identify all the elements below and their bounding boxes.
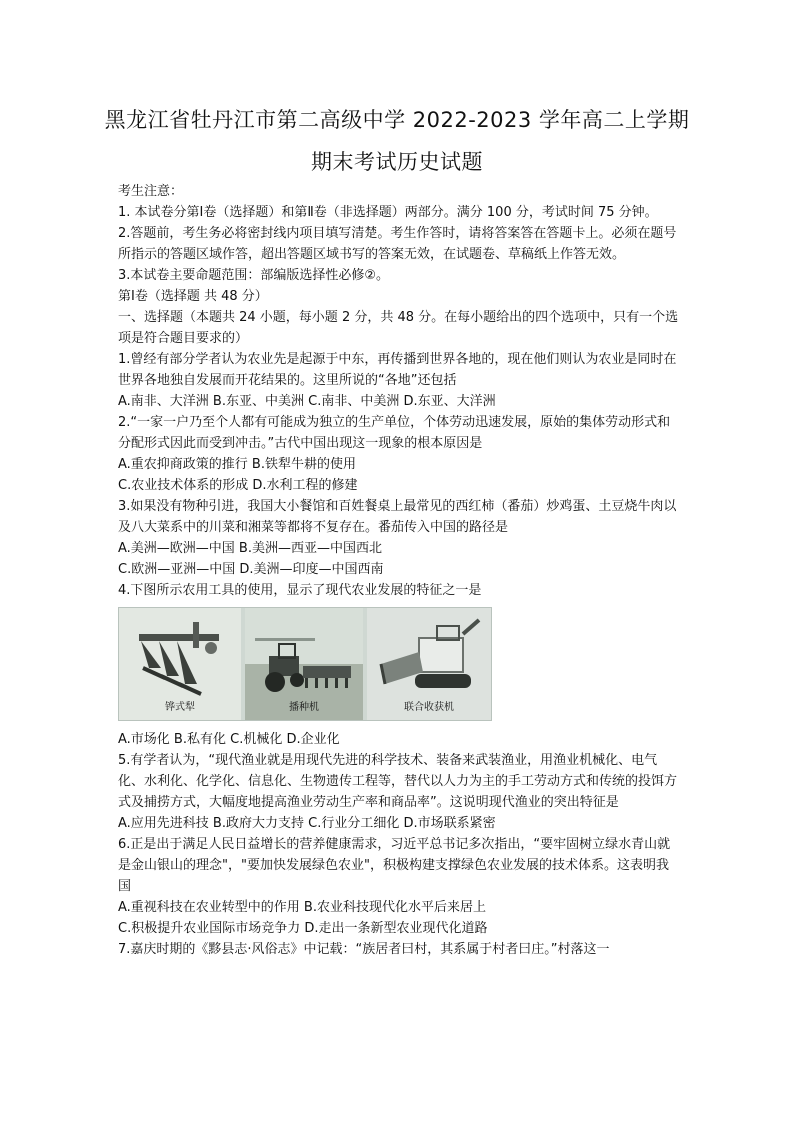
exam-title-line1: 黑龙江省牡丹江市第二高级中学 2022-2023 学年高二上学期 — [104, 108, 690, 132]
question-4-options: A.市场化 B.私有化 C.机械化 D.企业化 — [118, 732, 340, 747]
farm-tools-figure — [118, 607, 492, 721]
question-1-options: A.南非、大洋洲 B.东亚、中美洲 C.南非、中美洲 D.东亚、大洋洲 — [118, 394, 496, 409]
question-5-stem: 5.有学者认为，“现代渔业就是用现代先进的科学技术、装备来武装渔业，用渔业机械化、电气化、水利化、化学化、信息化、生物遗传工程等，替代以人力为主的手工劳动方式和传统的投饵方式及捕捞方式，大幅度地提高渔业劳动生产率和商品率”。这说明现代渔业的突出特征是 — [118, 753, 678, 810]
exam-body — [118, 181, 680, 960]
question-6-options-cd: C.积极提升农业国际市场竞争力 D.走出一条新型农业现代化道路 — [118, 921, 488, 936]
question-6-stem: 6.正是出于满足人民日益增长的营养健康需求，习近平总书记多次指出，“要牢固树立绿水青山就是金山银山的理念"，"要加快发展绿色农业"，积极构建支撑绿色农业发展的技术体系。这表明我国 — [118, 837, 671, 894]
plow-caption: 铧式犁 — [165, 702, 195, 713]
question-4-stem: 4.下图所示农用工具的使用，显示了现代农业发展的特征之一是 — [118, 583, 482, 598]
harvester-caption: 联合收获机 — [404, 702, 454, 713]
harvester-image — [367, 608, 491, 720]
plow-image — [119, 608, 241, 720]
question-2-options-cd: C.农业技术体系的形成 D.水利工程的修建 — [118, 478, 358, 493]
notice-item-2: 2.答题前，考生务必将密封线内项目填写清楚。考生作答时，请将答案答在答题卡上。必须在题号所指示的答题区域作答，超出答题区域书写的答案无效，在试题卷、草稿纸上作答无效。 — [118, 226, 677, 262]
seeder-image — [245, 608, 363, 720]
notice-item-3: 3.本试卷主要命题范围：部编版选择性必修②。 — [118, 268, 390, 283]
seeder-caption: 播种机 — [289, 702, 319, 713]
question-7-stem: 7.嘉庆时期的《黟县志·风俗志》中记载：“族居者曰村，其系属于村者曰庄。”村落这一 — [118, 942, 610, 957]
question-2-options-ab: A.重农抑商政策的推行 B.铁犁牛耕的使用 — [118, 457, 356, 472]
question-2-stem: 2.“一家一户乃至个人都有可能成为独立的生产单位，个体劳动迅速发展，原始的集体劳动形式和分配形式因此而受到冲击。”古代中国出现这一现象的根本原因是 — [118, 415, 671, 451]
part-intro: 一、选择题（本题共 24 小题，每小题 2 分，共 48 分。在每小题给出的四个选项中，只有一个选项是符合题目要求的） — [118, 310, 679, 346]
question-3-options-ab: A.美洲—欧洲—中国 B.美洲—西亚—中国西北 — [118, 541, 382, 556]
question-5-options: A.应用先进科技 B.政府大力支持 C.行业分工细化 D.市场联系紧密 — [118, 816, 496, 831]
question-3-stem: 3.如果没有物种引进，我国大小餐馆和百姓餐桌上最常见的西红柿（番茄）炒鸡蛋、土豆烧牛肉以及八大菜系中的川菜和湘菜等都将不复存在。番茄传入中国的路径是 — [118, 499, 677, 535]
notice-item-1: 1. 本试卷分第Ⅰ卷（选择题）和第Ⅱ卷（非选择题）两部分。满分 100 分，考试时间 75 分钟。 — [118, 205, 658, 220]
question-1-stem: 1.曾经有部分学者认为农业先是起源于中东，再传播到世界各地的，现在他们则认为农业是同时在世界各地独自发展而开花结果的。这里所说的“各地”还包括 — [118, 352, 677, 388]
section-heading: 第Ⅰ卷（选择题 共 48 分） — [118, 289, 268, 304]
question-6-options-ab: A.重视科技在农业转型中的作用 B.农业科技现代化水平后来居上 — [118, 900, 486, 915]
notice-heading: 考生注意： — [118, 184, 184, 199]
exam-title-line2: 期末考试历史试题 — [311, 150, 483, 174]
question-3-options-cd: C.欧洲—亚洲—中国 D.美洲—印度—中国西南 — [118, 562, 384, 577]
